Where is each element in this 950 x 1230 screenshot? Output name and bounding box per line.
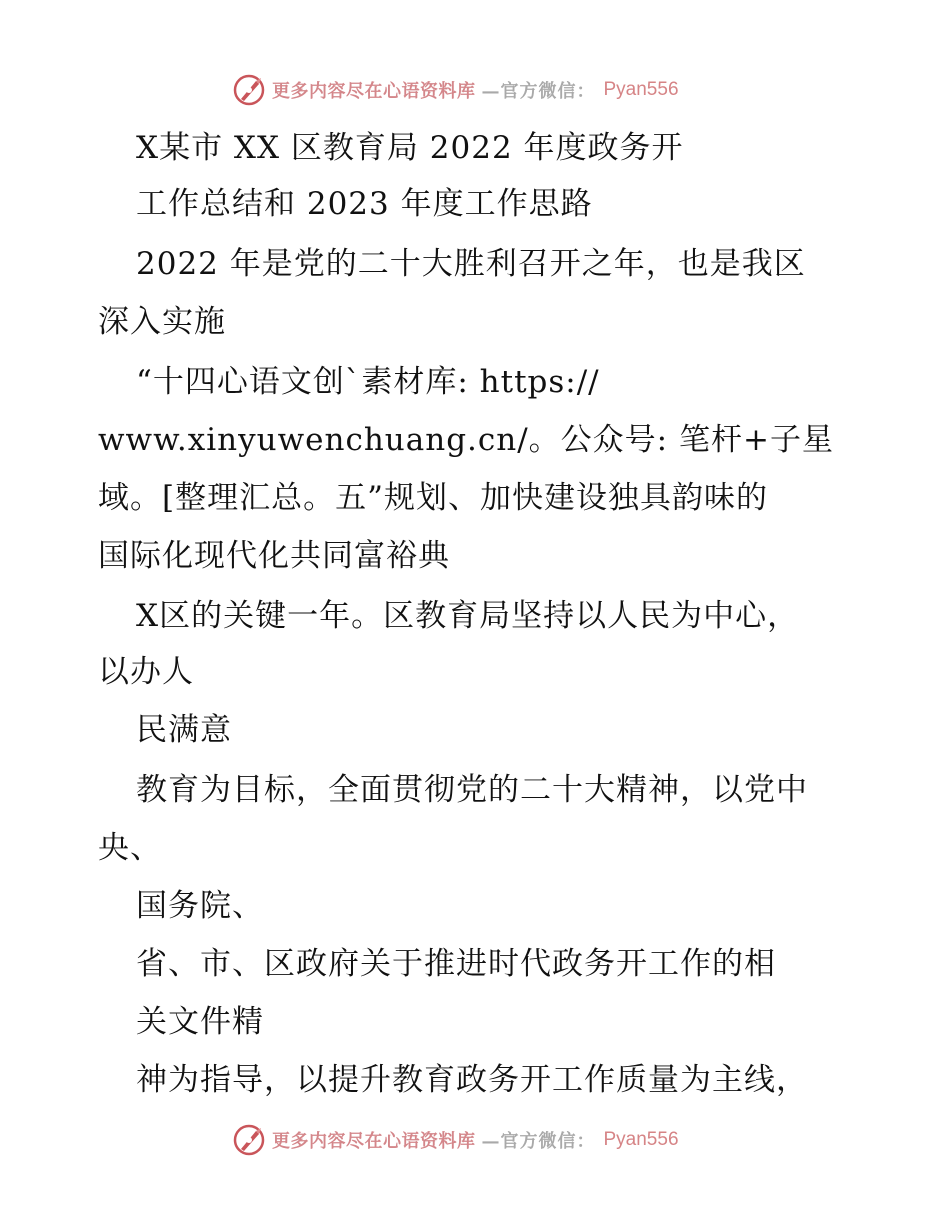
body-line: 国际化现代化共同富裕典 [98,538,450,574]
body-line: 民满意 [136,712,232,748]
body-line: 以办人 [98,654,194,690]
body-line: 央、 [98,830,162,866]
document-title-line-1: X某市 XX 区教育局 2022 年度政务开 [136,130,684,166]
body-line: 关文件精 [136,1004,264,1040]
body-line: 2022 年是党的二十大胜利召开之年，也是我区 [136,246,806,282]
header-banner [232,72,679,108]
body-line: 神为指导，以提升教育政务开工作质量为主线， [136,1062,808,1098]
body-line: 域。[整理汇总。五”规划、加快建设独具韵味的 [98,480,768,516]
official-wechat-label: —官方微信： [481,81,596,102]
wechat-id: Pyan556 [603,79,679,100]
document-title-line-2: 工作总结和 2023 年度工作思路 [136,186,593,222]
promo-text: 更多内容尽在心语资料库 [272,81,476,102]
quill-pen-logo-icon [232,1123,266,1157]
body-line: “十四心语文创`素材库: https:// [136,364,600,400]
body-line: 国务院、 [136,888,264,924]
quill-pen-logo-icon [232,73,266,107]
body-line: www.xinyuwenchuang.cn/。公众号: 笔杆+子星 [98,422,834,458]
promo-text: 更多内容尽在心语资料库 [272,1131,476,1152]
wechat-id: Pyan556 [603,1129,679,1150]
body-line: 深入实施 [98,304,226,340]
body-line: 省、市、区政府关于推进时代政务开工作的相 [136,946,776,982]
official-wechat-label: —官方微信： [481,1131,596,1152]
body-line: 教育为目标，全面贯彻党的二十大精神，以党中 [136,772,808,808]
footer-banner [232,1122,679,1158]
body-line: X区的关键一年。区教育局坚持以人民为中心， [136,598,800,634]
